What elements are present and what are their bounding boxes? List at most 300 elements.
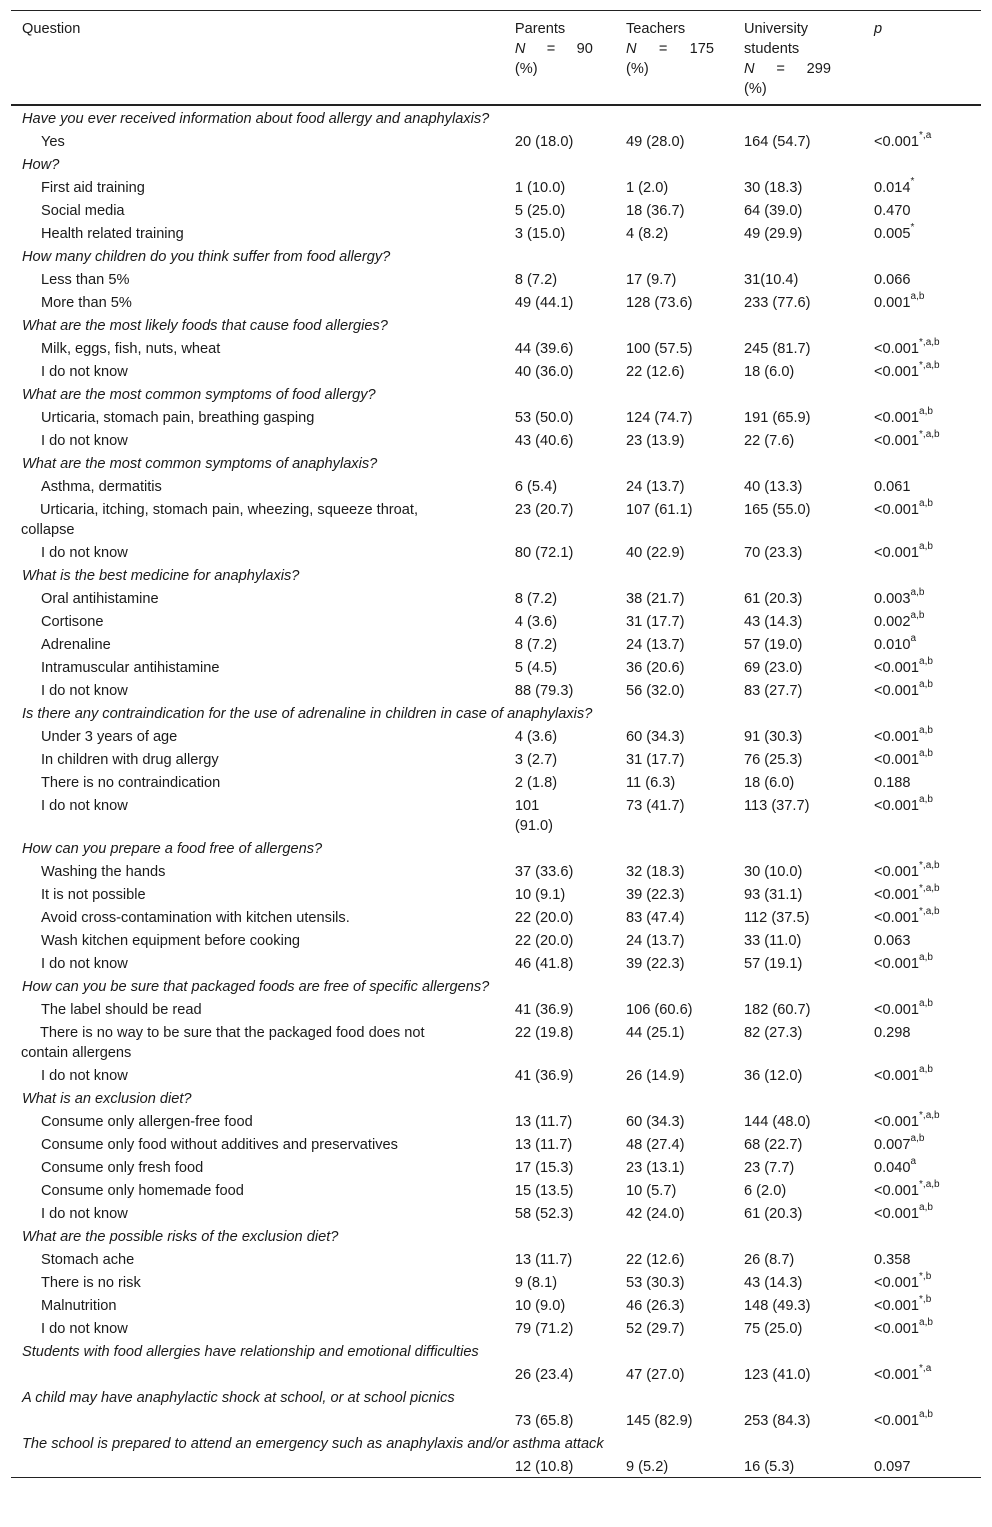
- students-value: 18 (6.0): [744, 364, 795, 380]
- teachers-value: 39 (22.3): [626, 887, 685, 903]
- row-label: Stomach ache: [41, 1252, 135, 1268]
- row-label: I do not know: [41, 798, 128, 814]
- section-question: Have you ever received information about food allergy and anaphylaxis?: [22, 111, 490, 127]
- p-value: 0.040: [873, 1160, 911, 1176]
- header-question-label: Question: [22, 21, 81, 37]
- section-question-row: [11, 563, 981, 586]
- p-value-cell: [863, 221, 981, 244]
- p-value: <0.001: [873, 1367, 920, 1383]
- section-question: How can you be sure that packaged foods are free of specific allergens?: [22, 979, 490, 995]
- table-row: [11, 540, 981, 563]
- teachers-value: 106 (60.6): [626, 1002, 693, 1018]
- students-value: 144 (48.0): [744, 1114, 811, 1130]
- row-label: Wash kitchen equipment before cooking: [41, 933, 301, 949]
- parents-value: 80 (72.1): [514, 545, 574, 561]
- parents-value: 8 (7.2): [514, 272, 558, 288]
- row-label: There is no way to be sure that the packaged food does not contain allergens: [21, 1025, 425, 1061]
- parents-value: 3 (15.0): [514, 226, 566, 242]
- table-row: [11, 770, 981, 793]
- parents-value: 10 (9.1): [514, 887, 566, 903]
- row-label: I do not know: [41, 364, 128, 380]
- section-question-row: [11, 382, 981, 405]
- n-symbol: N: [514, 41, 526, 57]
- students-value: 57 (19.1): [744, 956, 803, 972]
- p-value-cell: [863, 770, 981, 793]
- teachers-value: 39 (22.3): [626, 956, 685, 972]
- n-symbol: N: [626, 41, 637, 57]
- p-value-superscript: a,b: [910, 587, 925, 599]
- teachers-value: 24 (13.7): [626, 637, 685, 653]
- row-label: Consume only homemade food: [41, 1183, 244, 1199]
- n-value: 299: [806, 61, 831, 77]
- section-question: What is the best medicine for anaphylaxis?: [22, 568, 300, 584]
- p-value: <0.001: [873, 729, 920, 745]
- section-question-row: [11, 152, 981, 175]
- parents-value: 79 (71.2): [514, 1321, 574, 1337]
- students-value: 70 (23.3): [744, 545, 803, 561]
- section-question-row: [11, 701, 981, 724]
- table-row: [11, 497, 981, 540]
- p-value: 0.005: [873, 226, 911, 242]
- row-label: I do not know: [41, 545, 128, 561]
- table-row: [11, 175, 981, 198]
- row-label: I do not know: [41, 1206, 128, 1222]
- section-question-row: [11, 313, 981, 336]
- p-value-superscript: *,a,b: [919, 883, 940, 895]
- teachers-value: 32 (18.3): [626, 864, 685, 880]
- header-parents-n: [515, 39, 593, 59]
- students-value: 43 (14.3): [744, 1275, 803, 1291]
- p-value-cell: [863, 267, 981, 290]
- row-label: Adrenaline: [41, 637, 111, 653]
- p-value-cell: [863, 198, 981, 221]
- teachers-value: 4 (8.2): [626, 226, 669, 242]
- teachers-value: 23 (13.9): [626, 433, 685, 449]
- p-value: <0.001: [873, 1183, 920, 1199]
- students-value: 76 (25.3): [744, 752, 803, 768]
- table-row: [11, 586, 981, 609]
- row-label: First aid training: [41, 180, 145, 196]
- table-row: [11, 655, 981, 678]
- p-value: <0.001: [873, 364, 920, 380]
- students-value: 64 (39.0): [744, 203, 803, 219]
- students-value: 33 (11.0): [744, 933, 802, 949]
- table-row: [11, 1178, 981, 1201]
- row-label: There is no risk: [41, 1275, 141, 1291]
- students-value: 22 (7.6): [744, 433, 795, 449]
- teachers-value: 73 (41.7): [626, 798, 685, 814]
- parents-value: 88 (79.3): [514, 683, 574, 699]
- p-value-cell: [863, 905, 981, 928]
- p-value-superscript: *,a,b: [919, 1110, 940, 1122]
- p-value: <0.001: [873, 1321, 920, 1337]
- header-parents-pct: (%): [514, 61, 538, 77]
- row-label: The label should be read: [41, 1002, 202, 1018]
- teachers-value: 22 (12.6): [626, 1252, 685, 1268]
- p-value: 0.097: [873, 1459, 911, 1475]
- p-value-cell: [863, 405, 981, 428]
- teachers-value: 49 (28.0): [626, 134, 685, 150]
- parents-value: 2 (1.8): [514, 775, 558, 791]
- p-value-cell: [863, 290, 981, 313]
- teachers-value: 26 (14.9): [626, 1068, 685, 1084]
- p-value: <0.001: [873, 660, 920, 676]
- p-value-superscript: a,b: [919, 794, 933, 806]
- p-value: 0.298: [873, 1025, 911, 1041]
- p-value-cell: [863, 586, 981, 609]
- row-label: I do not know: [41, 1068, 128, 1084]
- p-value: <0.001: [873, 1114, 920, 1130]
- section-question-row: [11, 1339, 981, 1362]
- parents-value: 22 (19.8): [514, 1025, 574, 1041]
- p-value-superscript: *,a,b: [919, 1179, 940, 1191]
- teachers-value: 53 (30.3): [626, 1275, 685, 1291]
- section-question-row: [11, 1224, 981, 1247]
- students-value: 191 (65.9): [744, 410, 811, 426]
- students-value: 16 (5.3): [744, 1459, 795, 1475]
- row-label: I do not know: [41, 433, 128, 449]
- parents-value: 15 (13.5): [514, 1183, 574, 1199]
- table-row: [11, 678, 981, 701]
- row-label: Yes: [41, 134, 65, 150]
- p-value-superscript: a,b: [919, 679, 933, 691]
- section-question-row: [11, 1385, 981, 1408]
- students-value: 253 (84.3): [744, 1413, 811, 1429]
- p-value-superscript: *: [910, 222, 915, 234]
- parents-value: 46 (41.8): [514, 956, 574, 972]
- section-question: What is an exclusion diet?: [22, 1091, 192, 1107]
- students-value: 23 (7.7): [744, 1160, 795, 1176]
- p-value-cell: [863, 951, 981, 974]
- parents-value: 13 (11.7): [514, 1137, 573, 1153]
- table-row: [11, 632, 981, 655]
- table-row: [11, 905, 981, 928]
- table-row: [11, 1132, 981, 1155]
- table-row: [11, 428, 981, 451]
- table-row: [11, 1020, 981, 1063]
- teachers-value: 83 (47.4): [626, 910, 685, 926]
- students-value: 57 (19.0): [744, 637, 803, 653]
- row-label: I do not know: [41, 683, 128, 699]
- table-row: [11, 1270, 981, 1293]
- p-value-cell: [863, 1454, 981, 1478]
- section-question: How can you prepare a food free of allergens?: [22, 841, 323, 857]
- students-value: 91 (30.3): [744, 729, 803, 745]
- section-question: What are the most likely foods that cause food allergies?: [22, 318, 388, 334]
- table-row: [11, 405, 981, 428]
- students-value: 61 (20.3): [744, 591, 803, 607]
- p-value-cell: [863, 1201, 981, 1224]
- p-value: 0.010: [873, 637, 911, 653]
- students-value: 93 (31.1): [744, 887, 803, 903]
- p-value-superscript: a,b: [910, 291, 925, 303]
- section-question-row: [11, 836, 981, 859]
- row-label: Less than 5%: [41, 272, 130, 288]
- students-value: 68 (22.7): [744, 1137, 803, 1153]
- parents-value: 9 (8.1): [514, 1275, 558, 1291]
- parents-value: 43 (40.6): [514, 433, 574, 449]
- p-value: 0.002: [873, 614, 911, 630]
- p-value: 0.066: [873, 272, 911, 288]
- p-value-cell: [863, 175, 981, 198]
- p-value-cell: [863, 928, 981, 951]
- p-value-cell: [863, 1270, 981, 1293]
- parents-value: 8 (7.2): [514, 637, 558, 653]
- p-value-cell: [863, 997, 981, 1020]
- section-question-row: [11, 1086, 981, 1109]
- row-label: Malnutrition: [41, 1298, 117, 1314]
- header-question: [11, 11, 504, 106]
- p-value-cell: [863, 747, 981, 770]
- p-value-cell: [863, 359, 981, 382]
- p-value-cell: [863, 1063, 981, 1086]
- p-value-superscript: *,a: [919, 130, 932, 142]
- section-question: Students with food allergies have relationship and emotional difficulties: [22, 1344, 479, 1360]
- table-row: [11, 951, 981, 974]
- table-row: [11, 724, 981, 747]
- row-label: There is no contraindication: [41, 775, 221, 791]
- p-value-superscript: a,b: [919, 952, 933, 964]
- section-question-row: [11, 974, 981, 997]
- section-question-row: [11, 451, 981, 474]
- p-value-superscript: *,a,b: [919, 906, 940, 918]
- p-value-cell: [863, 1247, 981, 1270]
- table-row: [11, 747, 981, 770]
- eq-sign: =: [658, 41, 668, 57]
- p-value-cell: [863, 129, 981, 152]
- p-value-cell: [863, 1109, 981, 1132]
- p-value: <0.001: [873, 410, 920, 426]
- p-value-superscript: *,a,b: [919, 337, 940, 349]
- table-row: [11, 1362, 981, 1385]
- teachers-value: 31 (17.7): [626, 614, 685, 630]
- students-value: 182 (60.7): [744, 1002, 811, 1018]
- row-label: Consume only food without additives and preservatives: [41, 1137, 398, 1153]
- table-row: [11, 1454, 981, 1478]
- p-value-superscript: a,b: [919, 748, 933, 760]
- section-question: The school is prepared to attend an emergency such as anaphylaxis and/or asthma attack: [22, 1436, 604, 1452]
- section-question: A child may have anaphylactic shock at school, or at school picnics: [22, 1390, 455, 1406]
- p-value-cell: [863, 1155, 981, 1178]
- p-value-superscript: a: [910, 1156, 917, 1168]
- students-value: 123 (41.0): [744, 1367, 811, 1383]
- header-students: [733, 11, 863, 106]
- table-row: [11, 997, 981, 1020]
- students-value: 245 (81.7): [744, 341, 811, 357]
- p-value: 0.001: [873, 295, 911, 311]
- section-question: How many children do you think suffer from food allergy?: [22, 249, 391, 265]
- table-row: [11, 793, 981, 836]
- teachers-value: 10 (5.7): [626, 1183, 677, 1199]
- p-value: <0.001: [873, 1275, 920, 1291]
- table-row: [11, 928, 981, 951]
- parents-value: 13 (11.7): [514, 1252, 573, 1268]
- students-value: 83 (27.7): [744, 683, 803, 699]
- section-question-row: [11, 105, 981, 129]
- parents-value: 22 (20.0): [514, 910, 574, 926]
- teachers-value: 18 (36.7): [626, 203, 685, 219]
- parents-value: 3 (2.7): [514, 752, 558, 768]
- students-value: 233 (77.6): [744, 295, 811, 311]
- table-row: [11, 1155, 981, 1178]
- p-value: 0.003: [873, 591, 911, 607]
- p-value-cell: [863, 428, 981, 451]
- table-row: [11, 474, 981, 497]
- row-label: Consume only fresh food: [41, 1160, 204, 1176]
- p-value: 0.470: [873, 203, 911, 219]
- section-question-row: [11, 1431, 981, 1454]
- p-value: <0.001: [873, 134, 920, 150]
- p-value-superscript: *: [910, 176, 915, 188]
- header-students-n: [744, 59, 831, 79]
- section-question: What are the most common symptoms of food allergy?: [22, 387, 376, 403]
- p-value: <0.001: [873, 1206, 920, 1222]
- p-value-superscript: a,b: [910, 610, 925, 622]
- parents-value: 4 (3.6): [514, 729, 558, 745]
- students-value: 30 (18.3): [744, 180, 803, 196]
- n-value: 175: [689, 41, 715, 57]
- parents-value: 8 (7.2): [514, 591, 558, 607]
- p-value-superscript: a,b: [919, 541, 933, 553]
- p-value-superscript: *,b: [919, 1271, 932, 1283]
- p-value-cell: [863, 1293, 981, 1316]
- teachers-value: 24 (13.7): [626, 479, 685, 495]
- p-value-superscript: a,b: [910, 1133, 925, 1145]
- p-value: <0.001: [873, 752, 920, 768]
- students-value: 61 (20.3): [744, 1206, 803, 1222]
- p-value: <0.001: [873, 864, 920, 880]
- p-value-superscript: a,b: [919, 1064, 933, 1076]
- table-row: [11, 1293, 981, 1316]
- row-label: [11, 1362, 504, 1385]
- parents-value: 101 (91.0): [514, 798, 554, 834]
- p-value-superscript: a,b: [919, 725, 933, 737]
- n-value: 90: [576, 41, 593, 57]
- row-label: Cortisone: [41, 614, 104, 630]
- p-value: <0.001: [873, 502, 920, 518]
- table-row: [11, 609, 981, 632]
- teachers-value: 38 (21.7): [626, 591, 685, 607]
- p-value: 0.063: [873, 933, 911, 949]
- p-value-cell: [863, 336, 981, 359]
- p-value-cell: [863, 882, 981, 905]
- p-value-superscript: a,b: [919, 998, 933, 1010]
- teachers-value: 40 (22.9): [626, 545, 685, 561]
- p-value: 0.014: [873, 180, 911, 196]
- p-value-superscript: *,a,b: [919, 860, 940, 872]
- parents-value: 58 (52.3): [514, 1206, 574, 1222]
- students-value: 40 (13.3): [744, 479, 803, 495]
- p-value: <0.001: [873, 341, 920, 357]
- row-label: Urticaria, itching, stomach pain, wheezing, squeeze throat, collapse: [21, 502, 419, 538]
- table-row: [11, 359, 981, 382]
- students-value: 69 (23.0): [744, 660, 803, 676]
- p-value-cell: [863, 724, 981, 747]
- teachers-value: 42 (24.0): [626, 1206, 685, 1222]
- p-value-cell: [863, 1132, 981, 1155]
- teachers-value: 52 (29.7): [626, 1321, 685, 1337]
- p-value-superscript: *,b: [919, 1294, 932, 1306]
- table-row: [11, 198, 981, 221]
- p-value-superscript: *,a: [919, 1363, 932, 1375]
- teachers-value: 56 (32.0): [626, 683, 685, 699]
- p-value-superscript: *,a,b: [919, 360, 940, 372]
- students-value: 49 (29.9): [744, 226, 803, 242]
- table-row: [11, 267, 981, 290]
- p-value-superscript: a,b: [919, 1202, 933, 1214]
- teachers-value: 44 (25.1): [626, 1025, 685, 1041]
- teachers-value: 107 (61.1): [626, 502, 693, 518]
- parents-value: 1 (10.0): [514, 180, 566, 196]
- header-parents-label: Parents: [514, 21, 566, 37]
- teachers-value: 1 (2.0): [626, 180, 669, 196]
- row-label: Intramuscular antihistamine: [41, 660, 220, 676]
- parents-value: 6 (5.4): [514, 479, 558, 495]
- students-value: 26 (8.7): [744, 1252, 795, 1268]
- parents-value: 73 (65.8): [514, 1413, 574, 1429]
- table-row: [11, 1063, 981, 1086]
- parents-value: 5 (4.5): [514, 660, 558, 676]
- p-value: <0.001: [873, 1068, 920, 1084]
- teachers-value: 24 (13.7): [626, 933, 685, 949]
- teachers-value: 36 (20.6): [626, 660, 685, 676]
- p-value-cell: [863, 540, 981, 563]
- header-students-label2: students: [744, 41, 800, 57]
- p-value-cell: [863, 1408, 981, 1431]
- p-value-superscript: *,a,b: [919, 429, 940, 441]
- students-value: 112 (37.5): [744, 910, 810, 926]
- header-teachers-label: Teachers: [626, 21, 686, 37]
- parents-value: 53 (50.0): [514, 410, 574, 426]
- p-value-superscript: a,b: [919, 656, 933, 668]
- parents-value: 41 (36.9): [514, 1068, 574, 1084]
- table-row: [11, 1408, 981, 1431]
- teachers-value: 17 (9.7): [626, 272, 677, 288]
- table-row: [11, 859, 981, 882]
- p-value-superscript: a,b: [919, 1317, 933, 1329]
- students-value: 30 (10.0): [744, 864, 803, 880]
- teachers-value: 47 (27.0): [626, 1367, 685, 1383]
- p-value-cell: [863, 859, 981, 882]
- section-question: What are the possible risks of the exclusion diet?: [22, 1229, 339, 1245]
- table-row: [11, 336, 981, 359]
- p-value-superscript: a,b: [919, 406, 933, 418]
- students-value: 148 (49.3): [744, 1298, 811, 1314]
- p-value-superscript: a: [910, 633, 917, 645]
- parents-value: 13 (11.7): [514, 1114, 573, 1130]
- p-value: <0.001: [873, 956, 920, 972]
- p-value-cell: [863, 474, 981, 497]
- students-value: 113 (37.7): [744, 798, 810, 814]
- row-label: More than 5%: [41, 295, 132, 311]
- p-value: <0.001: [873, 887, 920, 903]
- teachers-value: 124 (74.7): [626, 410, 693, 426]
- p-value: <0.001: [873, 1298, 920, 1314]
- header-teachers-n: [626, 39, 714, 59]
- p-value-cell: [863, 1316, 981, 1339]
- row-label: I do not know: [41, 956, 128, 972]
- parents-value: 23 (20.7): [514, 502, 574, 518]
- row-label: In children with drug allergy: [41, 752, 219, 768]
- row-label: Milk, eggs, fish, nuts, wheat: [41, 341, 221, 357]
- table-row: [11, 882, 981, 905]
- teachers-value: 100 (57.5): [626, 341, 693, 357]
- p-value: 0.061: [873, 479, 911, 495]
- p-value-cell: [863, 1178, 981, 1201]
- teachers-value: 31 (17.7): [626, 752, 685, 768]
- eq-sign: =: [776, 61, 785, 77]
- teachers-value: 48 (27.4): [626, 1137, 685, 1153]
